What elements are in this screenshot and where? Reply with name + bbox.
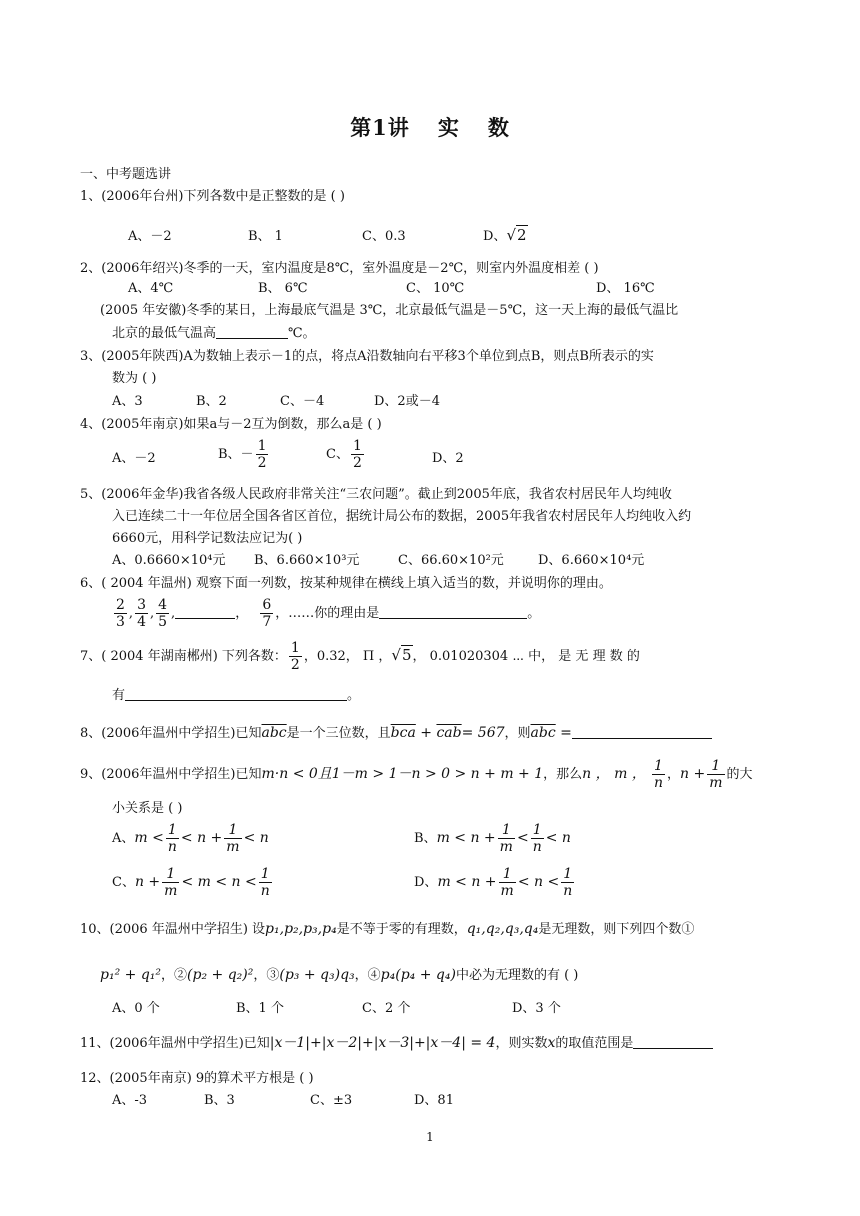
q4-option-b: B、－ $\frac{1}{2}$ bbox=[218, 438, 267, 471]
answer-blank bbox=[633, 1034, 713, 1049]
q10-option-d: D、3 个 bbox=[512, 1001, 561, 1016]
q9-option-a: A、m < $\frac{1}{n}$ < n + $\frac{1}{m}$ < n bbox=[112, 822, 269, 855]
q5-option-b: B、6.660×10³元 bbox=[254, 553, 360, 568]
q9-option-c: C、n + $\frac{1}{m}$ < m < n < $\frac{1}{n}$ bbox=[112, 866, 270, 899]
q9-option-d: D、m < n + $\frac{1}{m}$ < n < $\frac{1}{n}$ bbox=[414, 866, 573, 899]
q1-option-b: B、 1 bbox=[248, 229, 283, 244]
q2-option-d: D、 16℃ bbox=[596, 281, 655, 296]
q5-option-c: C、66.60×10²元 bbox=[398, 553, 504, 568]
question-5-stem-line-1: 5、(2006年金华)我省各级人民政府非常关注“三农问题”。截止到2005年底，我省农村居民年人均纯收 bbox=[80, 487, 672, 502]
question-3-stem-line-2: 数为 ( ) bbox=[112, 371, 157, 386]
answer-blank bbox=[125, 686, 347, 701]
title-lecture: 第1讲 bbox=[350, 115, 410, 140]
page-number: 1 bbox=[426, 1130, 434, 1144]
q12-option-b: B、3 bbox=[204, 1093, 235, 1108]
q2-option-c: C、 10℃ bbox=[406, 281, 465, 296]
q3-option-a: A、3 bbox=[112, 394, 143, 409]
section-heading: 一、中考题选讲 bbox=[80, 167, 172, 182]
q1-option-d: D、√2 bbox=[483, 226, 527, 244]
question-7-stem: 7、( 2004 年湖南郴州) 下列各数： $\frac{1}{2}$ ，0.32， Π ，√5， 0.01020304 ⋯ 中， 是 无 理 数 的 bbox=[80, 640, 640, 673]
answer-blank bbox=[379, 604, 527, 619]
question-1-stem: 1、(2006年台州)下列各数中是正整数的是 ( ) bbox=[80, 189, 345, 204]
page-title bbox=[0, 112, 860, 142]
q10-option-b: B、1 个 bbox=[236, 1001, 284, 1016]
question-7-line-2: 有 。 bbox=[112, 688, 361, 703]
title-word-2: 数 bbox=[487, 115, 510, 140]
question-6-stem: 6、( 2004 年温州) 观察下面一列数，按某种规律在横线上填入适当的数，并说明你的理由。 bbox=[80, 576, 612, 591]
q5-option-a: A、0.6660×10⁴元 bbox=[112, 553, 226, 568]
q2-option-a: A、4℃ bbox=[128, 281, 174, 296]
q12-option-a: A、-3 bbox=[112, 1093, 148, 1108]
q1-option-c: C、0.3 bbox=[362, 229, 406, 244]
answer-blank bbox=[175, 604, 235, 619]
answer-blank bbox=[216, 324, 288, 339]
q2-extra-line-2: 北京的最低气温高 ℃。 bbox=[112, 326, 316, 341]
question-5-stem-line-2: 入已连续二十一年位居全国各省区首位，据统计局公布的数据，2005年我省农村居民年人均纯收入约 bbox=[112, 509, 692, 524]
q3-option-b: B、2 bbox=[196, 394, 227, 409]
q2-extra-line-1: (2005 年安徽)冬季的某日，上海最底气温是 3℃，北京最低气温是－5℃，这一天上海的最低气温比 bbox=[100, 303, 679, 318]
q5-option-d: D、6.660×10⁴元 bbox=[538, 553, 645, 568]
q9-option-b: B、m < n + $\frac{1}{m}$ < $\frac{1}{n}$ < n bbox=[414, 822, 571, 855]
q6-sequence: $\frac{2}{3}$ , $\frac{3}{4}$ , $\frac{4}{5}$ , ， $\frac{6}{7}$ ，……你的理由是 。 bbox=[116, 597, 541, 630]
q3-option-d: D、2或－4 bbox=[374, 394, 440, 409]
q2-option-b: B、 6℃ bbox=[258, 281, 308, 296]
q1-option-a: A、－2 bbox=[128, 229, 172, 244]
q4-option-c: C、 $\frac{1}{2}$ bbox=[326, 438, 362, 471]
q10-option-a: A、0 个 bbox=[112, 1001, 160, 1016]
q4-option-d: D、2 bbox=[432, 451, 464, 466]
question-10-stem: 10、(2006 年温州中学招生) 设p₁,p₂,p₃,p₄是不等于零的有理数，q₁,q₂,q₃,q₄是无理数，则下列四个数① bbox=[80, 921, 695, 937]
question-9-stem: 9、(2006年温州中学招生)已知m·n < 0且1－m > 1－n > 0 > n + m + 1，那么n ， m ， $\frac{1}{n}$ ，n + $\frac{1}{m}$ 的大 bbox=[80, 758, 753, 791]
title-word-1: 实 bbox=[437, 115, 460, 140]
q4-option-a: A、－2 bbox=[112, 451, 156, 466]
q10-option-c: C、2 个 bbox=[362, 1001, 411, 1016]
answer-blank bbox=[572, 724, 712, 739]
question-10-line-2: p₁² + q₁²，②(p₂ + q₂)²，③(p₃ + q₃)q₃，④p₄(p₄ + q₄)中必为无理数的有 ( ) bbox=[100, 967, 579, 983]
question-2-stem: 2、(2006年绍兴)冬季的一天，室内温度是8℃，室外温度是－2℃，则室内外温度相差 ( ) bbox=[80, 261, 599, 276]
q12-option-d: D、81 bbox=[414, 1093, 454, 1108]
question-4-stem: 4、(2005年南京)如果a与－2互为倒数，那么a是 ( ) bbox=[80, 417, 382, 432]
q12-option-c: C、±3 bbox=[310, 1093, 353, 1108]
question-5-stem-line-3: 6660元，用科学记数法应记为( ) bbox=[112, 531, 303, 546]
question-11-stem: 11、(2006年温州中学招生)已知|x－1|+|x－2|+|x－3|+|x－4| = 4，则实数x的取值范围是 bbox=[80, 1034, 713, 1053]
question-9-line-2: 小关系是 ( ) bbox=[112, 801, 183, 816]
question-12-stem: 12、(2005年南京) 9的算术平方根是 ( ) bbox=[80, 1071, 314, 1086]
q3-option-c: C、－4 bbox=[280, 394, 325, 409]
question-3-stem-line-1: 3、(2005年陕西)A为数轴上表示－1的点，将点A沿数轴向右平移3个单位到点B，则点B所表示的实 bbox=[80, 349, 654, 364]
question-8-stem: 8、(2006年温州中学招生)已知$\overline{abc}$是一个三位数，且$\overline{bca} + \overline{cab}= 567$，则$\overline{abc}$ = bbox=[80, 724, 712, 743]
